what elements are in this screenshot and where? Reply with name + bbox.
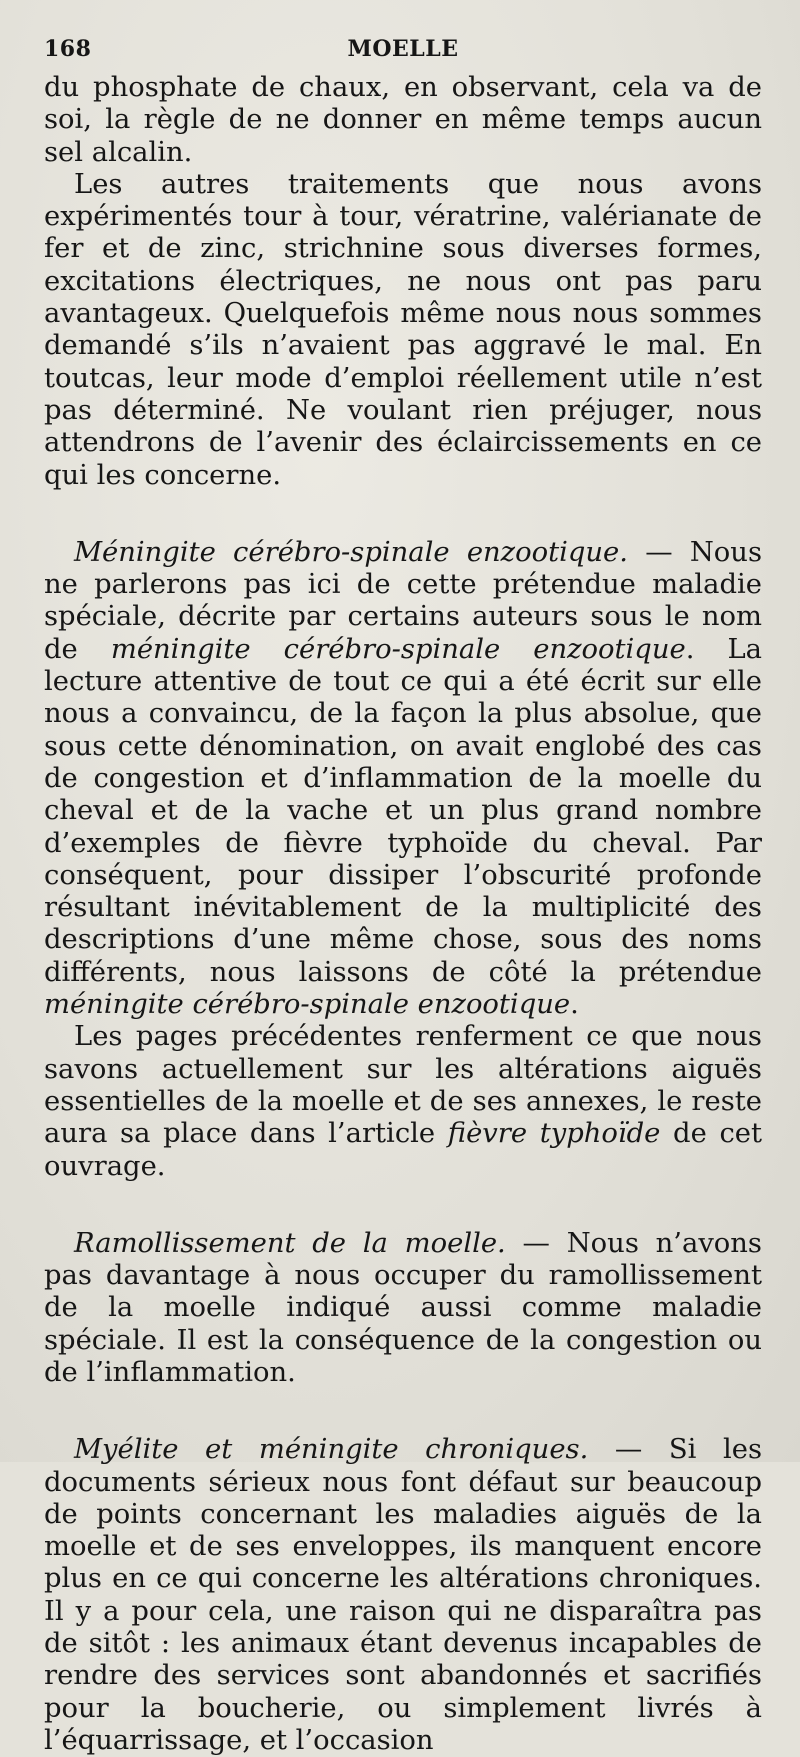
running-title: MOELLE [347,36,459,62]
text-run: — Nous ne parlerons pas ici de cette prétendue maladie spéciale, décrite par certains auteurs sous le nom de [44,536,762,665]
paragraph [44,1021,762,1182]
paragraph [44,537,762,1021]
paragraph [44,72,762,169]
paragraph [44,169,762,492]
italic-run: Myélite et méningite chroniques. [74,1434,589,1466]
text-run: Les autres traitements que nous avons expérimentés tour à tour, vératrine, valérianate de fer et de zinc, strichnine sous diverses formes, excitations électriques, ne nous ont pas paru avantageux. Quelquefois même nous nous sommes demandé s’ils n’avaient pas aggravé le mal. En toutcas, leur mode d’emploi réellement utile n’est pas déterminé. Ne voulant rien préjuger, nous attendrons de l’avenir des éclaircissements en ce qui les concerne. [44,168,762,491]
text-run: . [570,989,579,1021]
paragraph [44,1228,762,1389]
text-run: — Si les documents sérieux nous font défaut sur beaucoup de points concernant les maladies aiguës de la moelle et de ses enveloppes, ils manquent encore plus en ce qui concerne les altérations chroniques. Il y a pour cela, une raison qui ne disparaîtra pas de sitôt : les animaux étant devenus incapables de rendre des services sont abandonnés et sacrifiés pour la boucherie, ou simplement livrés à l’équarrissage, et l’occasion [44,1434,762,1756]
italic-run: méningite cérébro-spinale enzootique [110,633,686,665]
text-run: du phosphate de chaux, en observant, cela va de soi, la règle de ne donner en même temps aucun sel alcalin. [44,72,762,168]
body-text [44,72,762,1757]
text-run: Les pages précédentes renferment ce que nous savons actuellement sur les altérations aiguës essentielles de la moelle et de ses annexes, le reste aura sa place dans l’article [44,1021,762,1150]
page-header [44,28,762,72]
italic-run: fièvre typhoïde [447,1118,661,1150]
text-run: de cet ouvrage. [44,1118,762,1182]
italic-run: méningite cérébro-spinale enzootique [44,989,571,1021]
italic-run: Ramollissement de la moelle. [74,1227,506,1259]
text-run: — Nous n’avons pas davantage à nous occuper du ramollissement de la moelle indiqué aussi comme maladie spéciale. Il est la conséquence de la congestion ou de l’inflammation. [44,1227,762,1388]
italic-run: Méningite cérébro-spinale enzootique. [74,536,628,568]
text-run: . La lecture attentive de tout ce qui a été écrit sur elle nous a convaincu, de la façon la plus absolue, que sous cette dénomination, on avait englobé des cas de congestion et d’inflammation de la moelle du cheval et de la vache et un plus grand nombre d’exemples de fièvre typhoïde du cheval. Par conséquent, pour dissiper l’obscurité profonde résultant inévitablement de la multiplicité des descriptions d’une même chose, sous des noms différents, nous laissons de côté la prétendue [44,633,762,988]
page-number: 168 [44,36,92,62]
paragraph [44,1434,762,1757]
